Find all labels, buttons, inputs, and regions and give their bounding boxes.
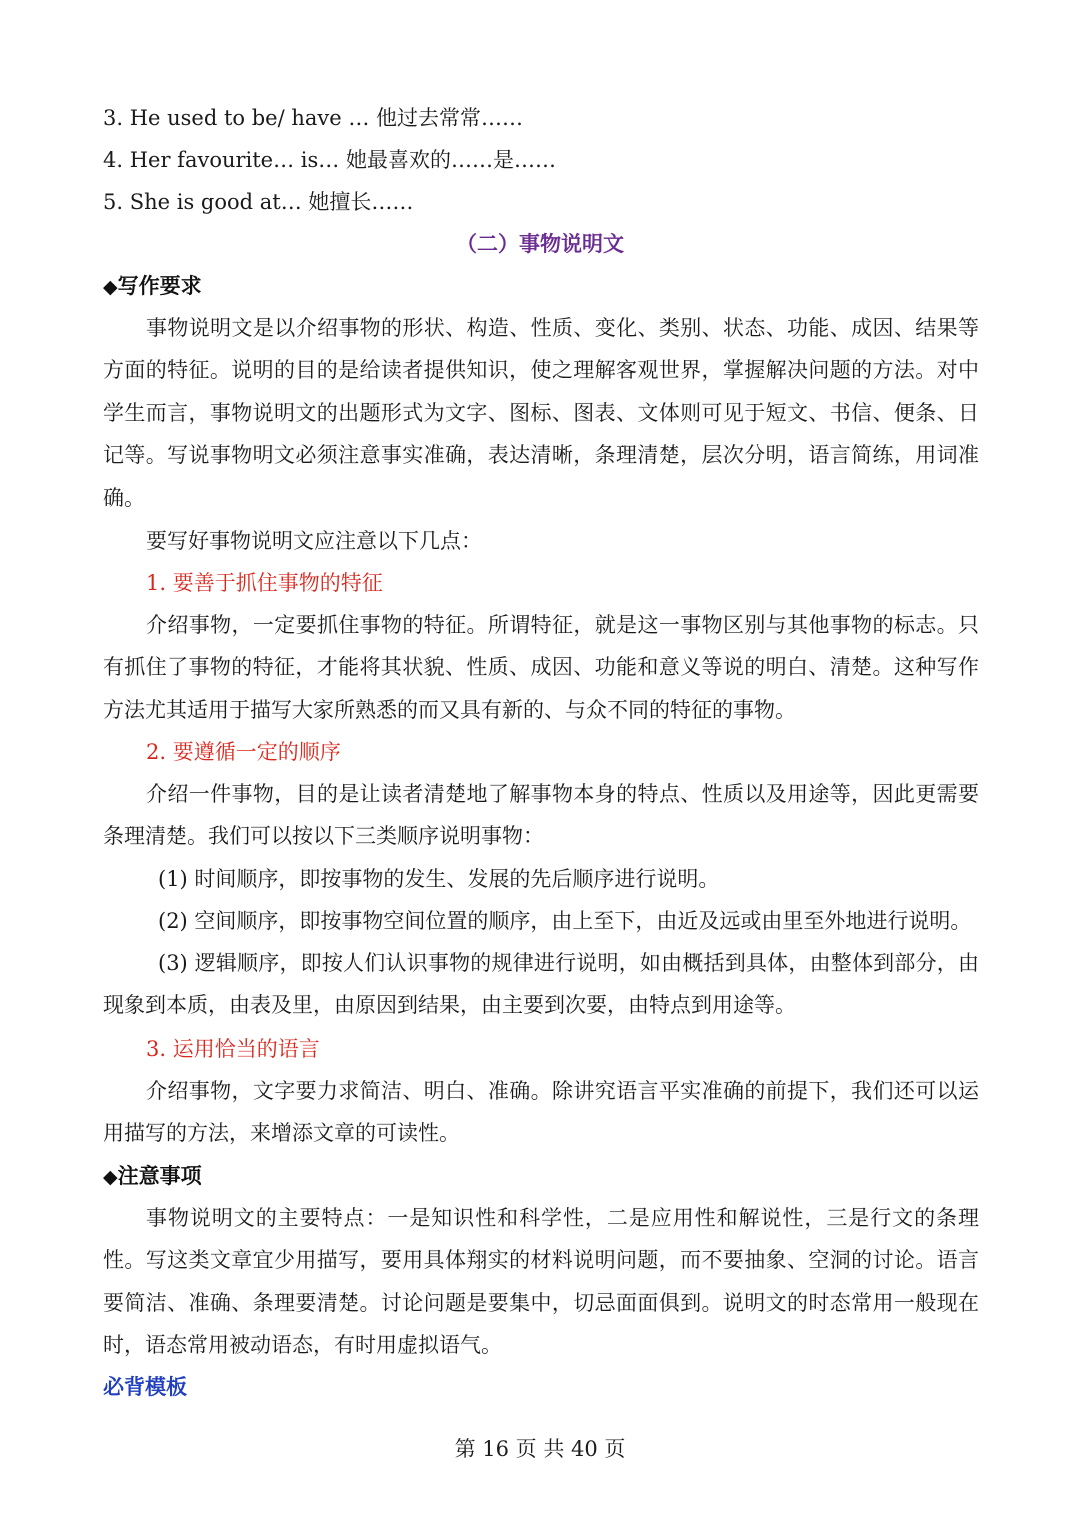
point-2-title: 2. 要遵循一定的顺序 [146,740,341,764]
order-time: (1) 时间顺序，即按事物的发生、发展的先后顺序进行说明。 [158,867,720,891]
notes-paragraph: 事物说明文的主要特点：一是知识性和科学性，二是应用性和解说性，三是行文的条理性。写这类文章宜少用描写，要用具体翔实的材料说明问题，而不要抽象、空洞的讨论。语言要简洁、准确、条理要清楚。讨论问题是要集中，切忌面面俱到。说明文的时态常用一般现在时，语态常用被动语态，有时用虚拟语气。 [103,1206,979,1358]
template-heading: 必背模板 [103,1375,187,1399]
order-space: (2) 空间顺序，即按事物空间位置的顺序，由上至下，由近及远或由里至外地进行说明。 [158,909,972,933]
list-item-5: 5. She is good at… 她擅长…… [103,190,414,214]
writing-requirements-label: 写作要求 [117,274,202,298]
point-1-text: 介绍事物，一定要抓住事物的特征。所谓特征，就是这一事物区别与其他事物的标志。只有抓住了事物的特征，才能将其状貌、性质、成因、功能和意义等说的明白、清楚。这种写作方法尤其适用于描写大家所熟悉的而又具有新的、与众不同的特征的事物。 [103,613,979,722]
point-1-title: 1. 要善于抓住事物的特征 [146,571,383,595]
page-footer: 第 16 页 共 40 页 [454,1437,626,1461]
list-item-3: 3. He used to be/ have … 他过去常常…… [103,106,524,130]
notes-heading [103,1155,983,1197]
key-points-intro: 要写好事物说明文应注意以下几点： [146,529,482,553]
writing-requirements-paragraph: 事物说明文是以介绍事物的形状、构造、性质、变化、类别、状态、功能、成因、结果等方面的特征。说明的目的是给读者提供知识，使之理解客观世界，掌握解决问题的方法。对中学生而言，事物说明文的出题形式为文字、图标、图表、文体则可见于短文、书信、便条、日记等。写说事物明文必须注意事实准确，表达清晰，条理清楚，层次分明，语言简练，用词准确。 [103,316,979,510]
point-3-title: 3. 运用恰当的语言 [146,1037,320,1061]
point-2-text: 介绍一件事物，目的是让读者清楚地了解事物本身的特点、性质以及用途等，因此更需要条理清楚。我们可以按以下三类顺序说明事物： [103,782,979,849]
order-logic: (3) 逻辑顺序，即按人们认识事物的规律进行说明，如由概括到具体，由整体到部分，由现象到本质，由表及里，由原因到结果，由主要到次要，由特点到用途等。 [103,951,979,1018]
diamond-icon: ◆ [103,1166,118,1188]
point-3-text: 介绍事物，文字要力求简洁、明白、准确。除讲究语言平实准确的前提下，我们还可以运用描写的方法，来增添文章的可读性。 [103,1079,979,1146]
section-title: （二）事物说明文 [456,231,624,256]
diamond-icon: ◆ [103,276,118,298]
writing-requirements-heading [103,265,983,307]
notes-label: 注意事项 [117,1164,202,1188]
list-item-4: 4. Her favourite… is… 她最喜欢的……是…… [103,148,556,172]
